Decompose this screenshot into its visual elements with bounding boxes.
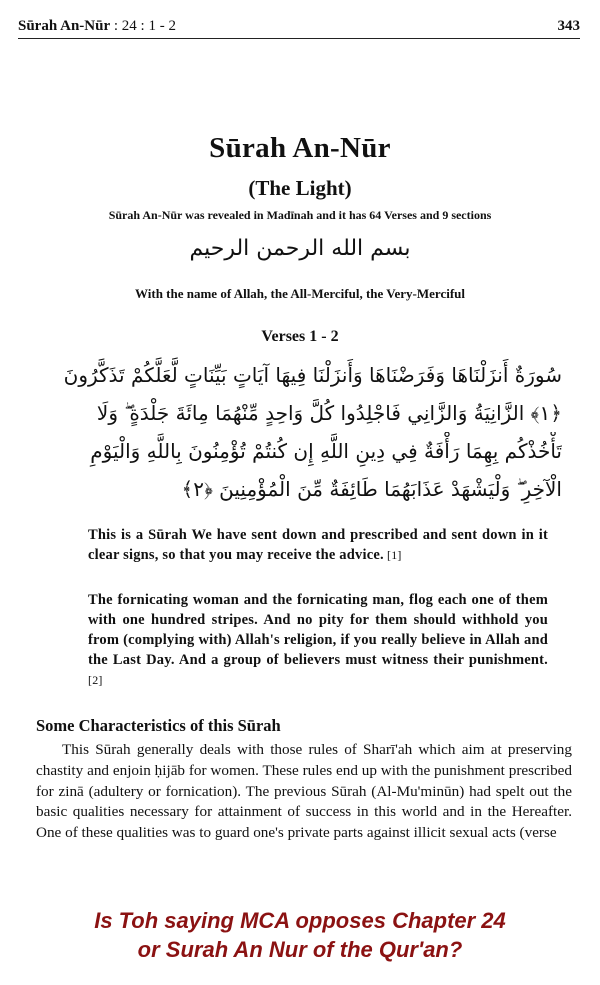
arabic-verses (36, 356, 562, 508)
arabic-line: الْآخِرِ ۖ وَلْيَشْهَدْ عَذَابَهُمَا طَائِفَةٌ مِّنَ الْمُؤْمِنِينَ ﴿٢﴾ (181, 477, 562, 501)
bismillah-calligraphy: بسم الله الرحمن الرحيم (189, 236, 411, 261)
section-body: This Sūrah generally deals with those rules of Sharī'ah which aim at preserving chastity and enjoin ḥijāb for women. These rules end up with the punishment prescribed for zinā (adultery or fornication). The previous Sūrah (Al-Mu'minūn) had spelt out the basic qualities necessary for attainment of success in this world and in the Hereafter. One of these qualities was to guard one's private parts against illicit sexual acts (verse (36, 741, 572, 842)
running-header (18, 18, 580, 39)
header-reference: : 24 : 1 - 2 (110, 18, 176, 34)
overlay-caption (0, 906, 600, 964)
overlay-caption-line: Is Toh saying MCA opposes Chapter 24 (94, 908, 506, 933)
header-surah-name: Sūrah An-Nūr (18, 18, 111, 34)
overlay-caption-line: or Surah An Nur of the Qur'an? (137, 937, 463, 962)
header-surah-reference (18, 18, 176, 35)
arabic-line: ﴿١﴾ الزَّانِيَةُ وَالزَّانِي فَاجْلِدُوا كُلَّ وَاحِدٍ مِّنْهُمَا مِائَةَ جَلْدَةٍ ۖ وَلَا (96, 401, 562, 425)
surah-title: Sūrah An-Nūr (209, 132, 391, 164)
verse-1-translation (88, 525, 548, 565)
arabic-line: تَأْخُذْكُم بِهِمَا رَأْفَةٌ فِي دِينِ اللَّهِ إِن كُنتُمْ تُؤْمِنُونَ بِاللَّهِ وَالْيَوْمِ (90, 439, 562, 463)
footnote-marker: [1] (383, 548, 402, 562)
bismillah-translation: With the name of Allah, the All-Merciful, the Very-Merciful (134, 286, 465, 301)
verse-2-translation (88, 590, 548, 690)
surah-subtitle: (The Light) (248, 176, 352, 200)
translation-text: The fornicating woman and the fornicating man, flog each one of them with one hundred stripes. And no pity for them should withhold you from (complying with) Allah's religion, if you really believe in Allah and the Last Day. And a group of believers must witness their punishment. (88, 592, 548, 668)
page-number: 343 (557, 18, 580, 34)
section-heading: Some Characteristics of this Sūrah (36, 716, 281, 735)
verses-heading: Verses 1 - 2 (261, 328, 339, 345)
footnote-marker: [2] (88, 673, 103, 687)
arabic-line: سُورَةٌ أَنزَلْنَاهَا وَفَرَضْنَاهَا وَأَنزَلْنَا فِيهَا آيَاتٍ بَيِّنَاتٍ لَّعَلَّكُمْ تَذَكَّرُونَ (63, 363, 562, 387)
revelation-note: Sūrah An-Nūr was revealed in Madīnah and it has 64 Verses and 9 sections (108, 208, 492, 222)
translation-text: This is a Sūrah We have sent down and prescribed and sent down in it clear signs, so that you may receive the advice. (88, 527, 548, 563)
